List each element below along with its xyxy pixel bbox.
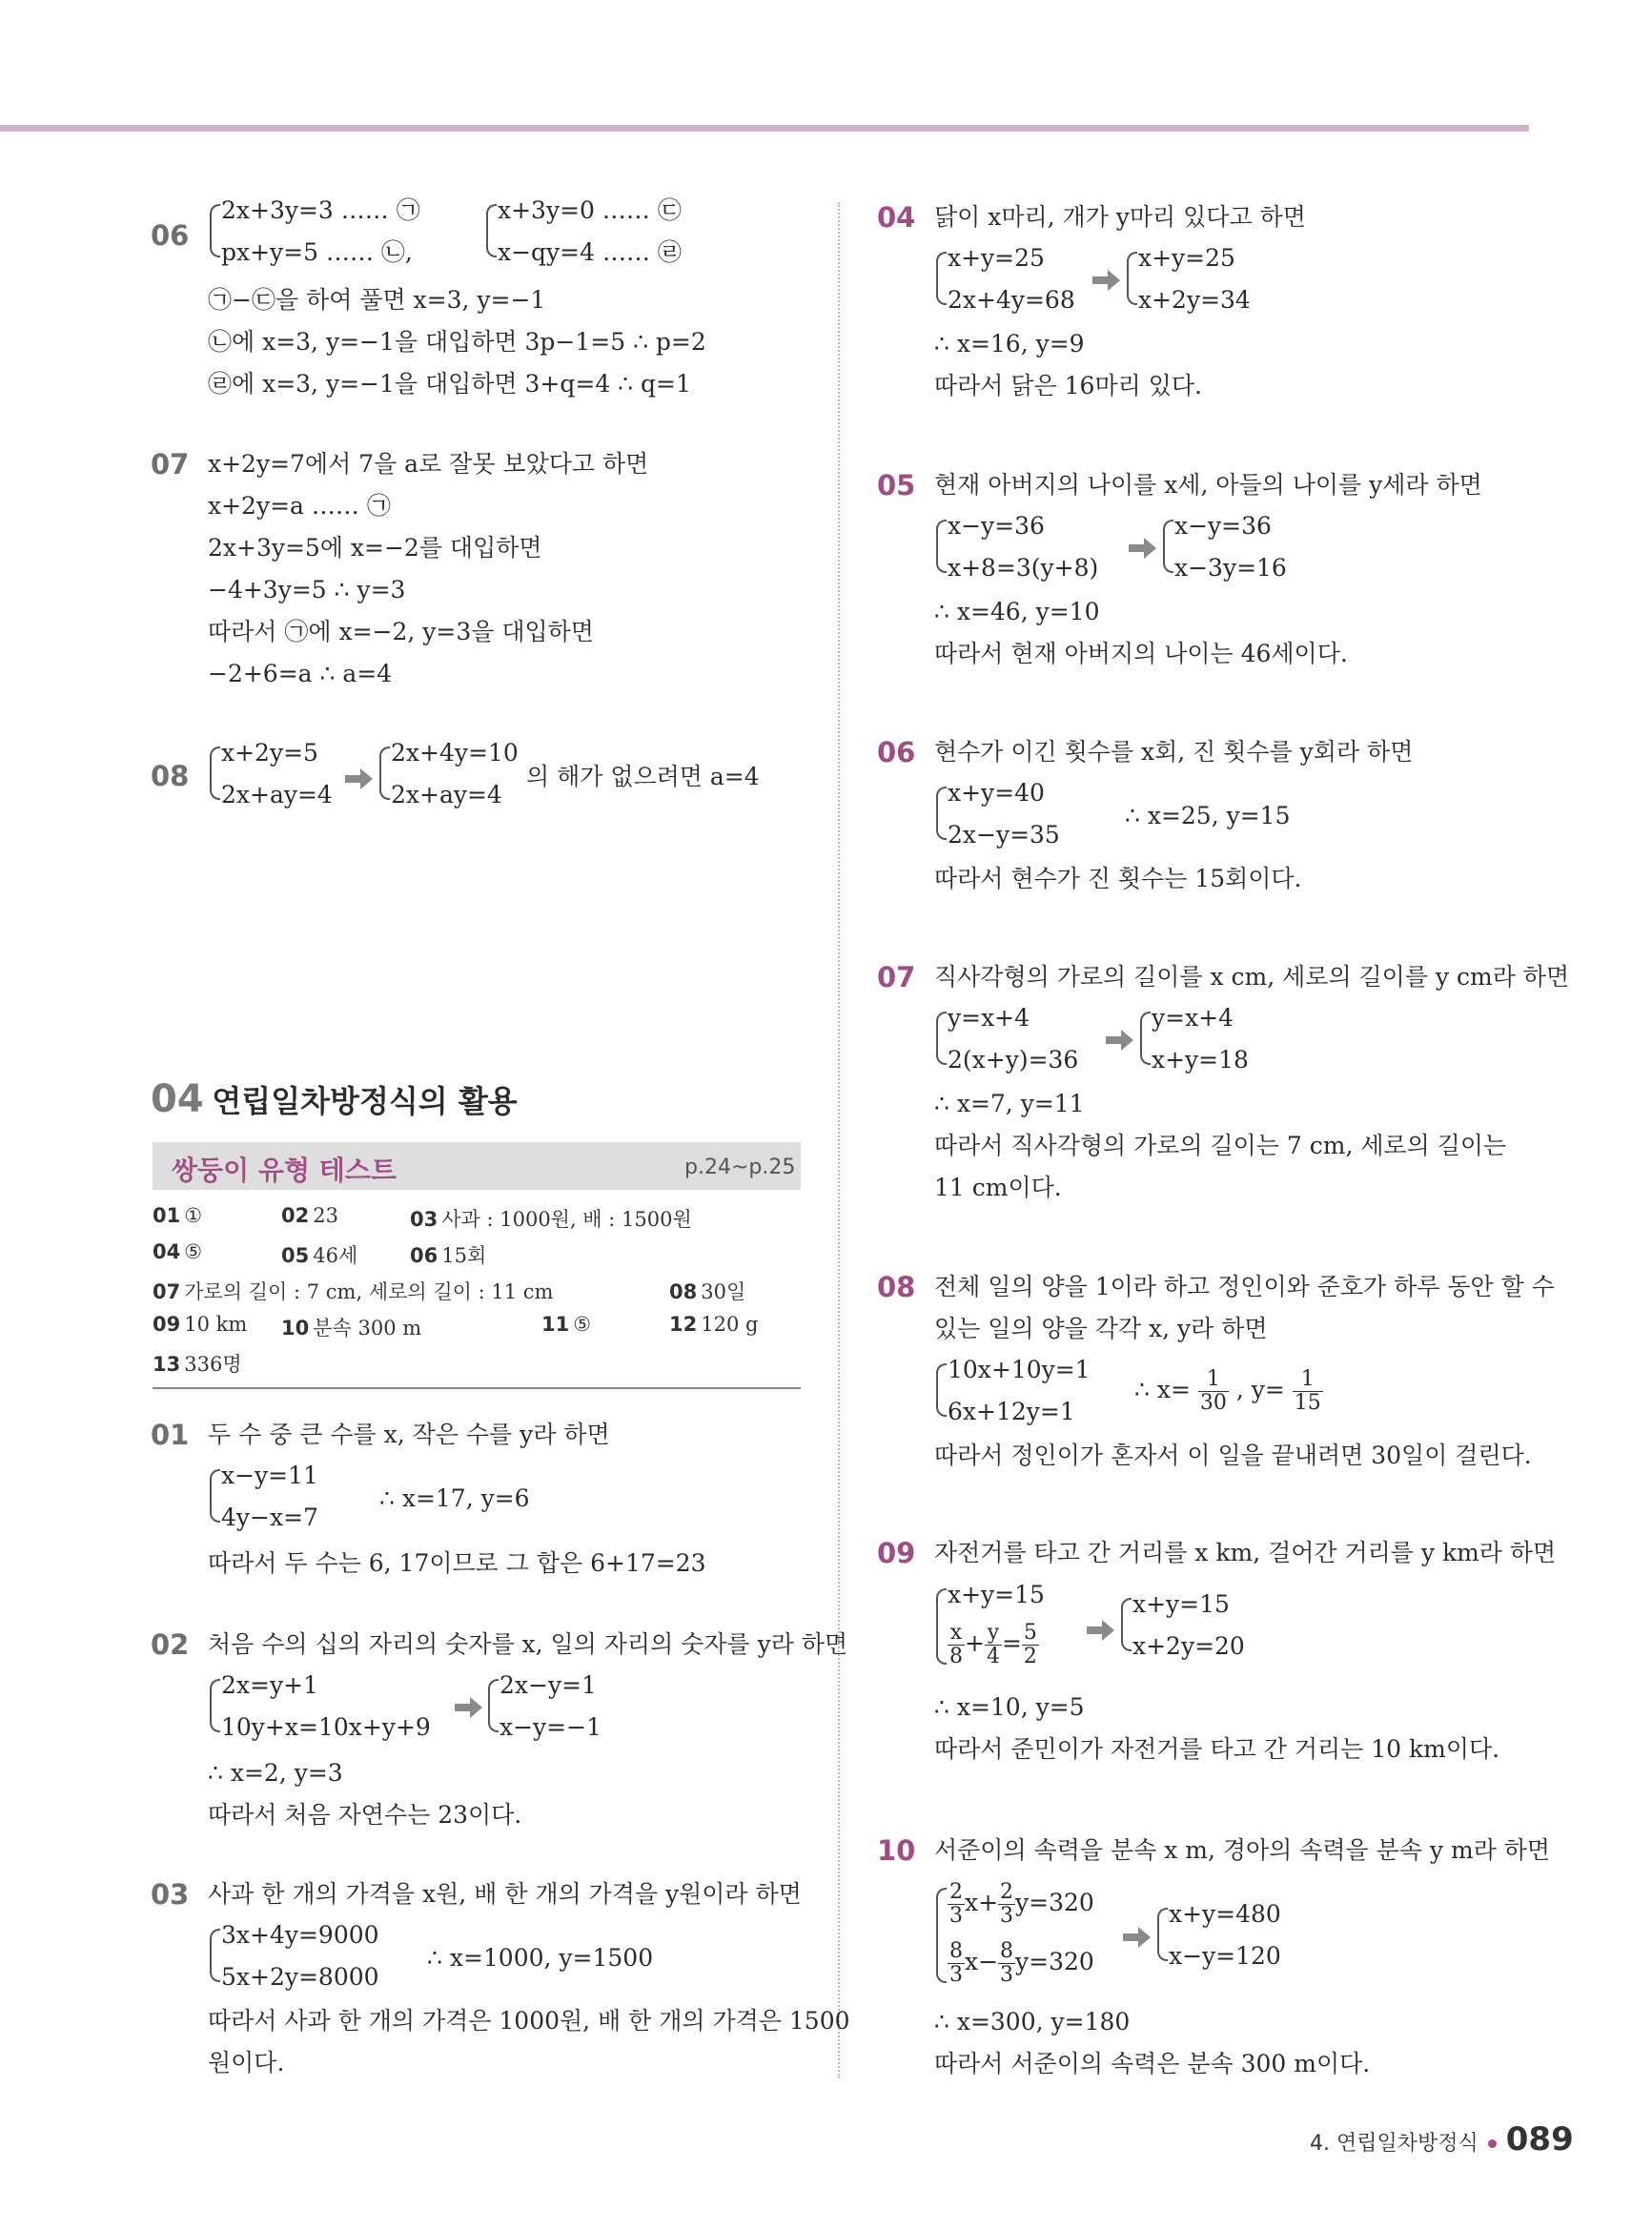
problem-number: 10 [877, 1834, 916, 1867]
equation: 2x+4y=10 [391, 739, 519, 767]
arrow-right-icon [1106, 1029, 1134, 1052]
solution-line: 따라서 서준이의 속력은 분속 300 m이다. [934, 2050, 1371, 2077]
answer-item: 12 120 g [669, 1313, 759, 1336]
equation: x+y=18 [1152, 1046, 1249, 1074]
arrow-right-icon [1087, 1619, 1115, 1642]
solution-line: 따라서 현재 아버지의 나이는 46세이다. [934, 640, 1348, 667]
equation: x−y=11 [221, 1462, 318, 1489]
equation: 3x+4y=9000 [221, 1921, 379, 1949]
brace [936, 252, 947, 305]
solution-line: 직사각형의 가로의 길이를 x cm, 세로의 길이를 y cm라 하면 [934, 963, 1570, 991]
problem-number: 07 [151, 448, 190, 481]
brace [210, 1929, 220, 1982]
solution-line: 따라서 준민이가 자전거를 타고 간 거리는 10 km이다. [934, 1735, 1500, 1763]
result: ∴ x=1000, y=1500 [427, 1944, 654, 1972]
column-divider [838, 202, 840, 2078]
equation: 6x+12y=1 [948, 1398, 1075, 1425]
answer-item: 02 23 [281, 1204, 338, 1227]
equation: y=x+4 [948, 1004, 1030, 1032]
equation: 4y−x=7 [221, 1504, 318, 1531]
solution-line: 따라서 두 수는 6, 17이므로 그 합은 6+17=23 [208, 1549, 706, 1577]
answer-item: 10 분속 300 m [281, 1317, 422, 1340]
problem-number: 06 [151, 219, 190, 252]
problem-number: 05 [877, 469, 916, 501]
solution-line: x+2y=a …… ㉠ [208, 492, 391, 520]
equation: x+y=15 [1132, 1590, 1230, 1618]
problem-number: 06 [877, 736, 916, 768]
result: ∴ x=46, y=10 [934, 598, 1100, 625]
brace [210, 1469, 220, 1523]
equation: x+2y=20 [1132, 1632, 1245, 1660]
equation: x+y=40 [948, 779, 1045, 807]
brace [488, 1679, 499, 1732]
equation: x+y=25 [948, 244, 1045, 272]
result: ∴ x=17, y=6 [379, 1484, 530, 1512]
problem-number: 07 [877, 961, 916, 993]
equation: x−qy=4 …… ㉣ [498, 238, 682, 266]
brace [1163, 520, 1173, 573]
bullet-dot-icon [1488, 2139, 1497, 2148]
solution-line: 자전거를 타고 간 거리를 x km, 걸어간 거리를 y km라 하면 [934, 1539, 1557, 1566]
problem-number: 08 [151, 760, 190, 792]
equation: x+2y=34 [1138, 286, 1251, 314]
brace [936, 1012, 947, 1065]
equation: $\frac{x}{8}$ + $\frac{y}{4}$ = $\frac{5}{2}$ [949, 1621, 1037, 1668]
solution-line: 따라서 ㉠에 x=−2, y=3을 대입하면 [208, 618, 594, 645]
problem-number: 01 [151, 1419, 190, 1451]
solution-line: ㉠−㉢을 하여 풀면 x=3, y=−1 [208, 286, 546, 314]
brace [1127, 252, 1137, 305]
solution-line: ㉡에 x=3, y=−1을 대입하면 3p−1=5 ∴ p=2 [208, 328, 706, 356]
result: ∴ x=16, y=9 [934, 330, 1085, 358]
equation: x+3y=0 …… ㉢ [498, 196, 682, 224]
solution-line: 의 해가 없으려면 a=4 [526, 763, 760, 790]
equation: x−y=36 [948, 512, 1045, 540]
equation: 2(x+y)=36 [948, 1046, 1079, 1074]
answer-item: 05 46세 [281, 1244, 358, 1267]
chapter-title: 4. 연립일차방정식 [1310, 2132, 1479, 2156]
equation: 2x+4y=68 [948, 286, 1075, 314]
equation: 10x+10y=1 [948, 1356, 1091, 1383]
equation: 2x=y+1 [221, 1671, 318, 1699]
header-bar [0, 125, 1529, 132]
fraction: $\frac{1}{30}$ [1199, 1367, 1227, 1415]
equation: 2x−y=35 [948, 821, 1060, 849]
answer-item: 01 ① [153, 1204, 203, 1227]
answer-item: 07 가로의 길이 : 7 cm, 세로의 길이 : 11 cm [153, 1280, 554, 1303]
brace [1140, 1012, 1151, 1065]
solution-line: 11 cm이다. [934, 1174, 1062, 1201]
equation: x+y=480 [1169, 1900, 1281, 1928]
equation: 10y+x=10x+y+9 [221, 1713, 431, 1741]
equation: 2x+ay=4 [221, 781, 333, 808]
brace [210, 747, 220, 800]
answer-item: 04 ⑤ [153, 1240, 203, 1263]
banner-title: 쌍둥이 유형 테스트 [172, 1155, 397, 1186]
page-footer [1310, 2120, 1574, 2158]
answer-item: 13 336명 [153, 1353, 242, 1376]
result: ∴ x=2, y=3 [208, 1759, 343, 1787]
brace [379, 747, 390, 800]
solution-line: 따라서 닭은 16마리 있다. [934, 372, 1202, 399]
solution-line: 사과 한 개의 가격을 x원, 배 한 개의 가격을 y원이라 하면 [208, 1880, 802, 1908]
solution-line: 따라서 직사각형의 가로의 길이는 7 cm, 세로의 길이는 [934, 1132, 1507, 1159]
solution-line: −2+6=a ∴ a=4 [208, 660, 393, 687]
page-number: 089 [1505, 2120, 1574, 2158]
arrow-right-icon [1129, 537, 1157, 560]
answer-item: 06 15회 [410, 1244, 487, 1267]
equation: x+y=25 [1138, 244, 1235, 272]
result: ∴ x= $\frac{1}{30}$ , y= $\frac{1}{15}$ [1134, 1367, 1321, 1415]
brace [1157, 1908, 1168, 1961]
solution-line: ㉣에 x=3, y=−1을 대입하면 3+q=4 ∴ q=1 [208, 370, 691, 398]
equation: x+8=3(y+8) [948, 554, 1099, 582]
solution-line: 따라서 현수가 진 횟수는 15회이다. [934, 865, 1302, 892]
problem-number: 09 [877, 1537, 916, 1569]
equation: x+y=15 [948, 1581, 1045, 1608]
answer-item: 11 ⑤ [541, 1313, 592, 1336]
arrow-right-icon [455, 1696, 483, 1719]
brace [936, 1588, 947, 1665]
equation: x−y=−1 [500, 1713, 602, 1741]
solution-line: 닭이 x마리, 개가 y마리 있다고 하면 [934, 203, 1306, 231]
problem-number: 08 [877, 1271, 916, 1303]
answer-item: 03 사과 : 1000원, 배 : 1500원 [410, 1208, 692, 1231]
section-number: 04 [151, 1077, 204, 1121]
arrow-right-icon [345, 767, 374, 790]
brace [936, 787, 947, 840]
solution-line: 현수가 이긴 횟수를 x회, 진 횟수를 y회라 하면 [934, 738, 1414, 766]
problem-number: 04 [877, 201, 916, 234]
equation: $\frac{2}{3}$ x+ $\frac{2}{3}$ y=320 [949, 1880, 1094, 1928]
answer-item: 09 10 km [153, 1313, 248, 1336]
brace [936, 520, 947, 573]
equation: 2x+3y=3 …… ㉠ [221, 196, 420, 224]
solution-line: x+2y=7에서 7을 a로 잘못 보았다고 하면 [208, 450, 649, 478]
solution-line: 두 수 중 큰 수를 x, 작은 수를 y라 하면 [208, 1421, 610, 1448]
solution-line: 따라서 사과 한 개의 가격은 1000원, 배 한 개의 가격은 1500 [208, 2007, 850, 2035]
equation: 5x+2y=8000 [221, 1963, 379, 1991]
problem-number: 03 [151, 1878, 190, 1911]
solution-line: 원이다. [208, 2049, 285, 2077]
solution-line: 있는 일의 양을 각각 x, y라 하면 [934, 1315, 1268, 1342]
arrow-right-icon [1092, 269, 1121, 292]
banner-page-range: p.24~p.25 [684, 1156, 796, 1179]
solution-line: 현재 아버지의 나이를 x세, 아들의 나이를 y세라 하면 [934, 471, 1482, 499]
solution-line: 전체 일의 양을 1이라 하고 정인이와 준호가 하루 동안 할 수 [934, 1273, 1555, 1300]
solution-line: 2x+3y=5에 x=−2를 대입하면 [208, 534, 542, 562]
section-name: 연립일차방정식의 활용 [212, 1083, 518, 1119]
result: ∴ x=7, y=11 [934, 1090, 1085, 1117]
equation: x−y=120 [1169, 1942, 1281, 1970]
solution-line: 서준이의 속력을 분속 x m, 경아의 속력을 분속 y m라 하면 [934, 1836, 1551, 1864]
solution-line: 처음 수의 십의 자리의 숫자를 x, 일의 자리의 숫자를 y라 하면 [208, 1630, 848, 1658]
brace [1121, 1598, 1132, 1651]
equation: x+2y=5 [221, 739, 318, 767]
problem-number: 02 [151, 1628, 190, 1661]
arrow-right-icon [1123, 1926, 1152, 1949]
equation: $\frac{8}{3}$ x− $\frac{8}{3}$ y=320 [949, 1939, 1094, 1987]
brace [210, 1679, 220, 1732]
solution-line: 따라서 처음 자연수는 23이다. [208, 1801, 522, 1829]
brace [936, 1888, 947, 1983]
brace [210, 204, 220, 257]
equation: 2x−y=1 [500, 1671, 597, 1699]
equation: y=x+4 [1152, 1004, 1234, 1032]
answer-item: 08 30일 [669, 1280, 746, 1303]
fraction: $\frac{1}{15}$ [1294, 1367, 1321, 1415]
result: ∴ x=300, y=180 [934, 2008, 1131, 2036]
equation: px+y=5 …… ㉡, [221, 238, 413, 266]
result: ∴ x=25, y=15 [1125, 802, 1291, 829]
result: ∴ x=10, y=5 [934, 1693, 1085, 1721]
equation: x−y=36 [1174, 512, 1272, 540]
solution-line: −4+3y=5 ∴ y=3 [208, 576, 406, 604]
section-heading [151, 1077, 518, 1121]
solution-line: 따라서 정인이가 혼자서 이 일을 끝내려면 30일이 걸린다. [934, 1442, 1532, 1469]
brace [486, 204, 497, 257]
brace [936, 1363, 947, 1417]
equation: 2x+ay=4 [391, 781, 502, 808]
answer-separator [153, 1387, 801, 1389]
equation: x−3y=16 [1174, 554, 1287, 582]
